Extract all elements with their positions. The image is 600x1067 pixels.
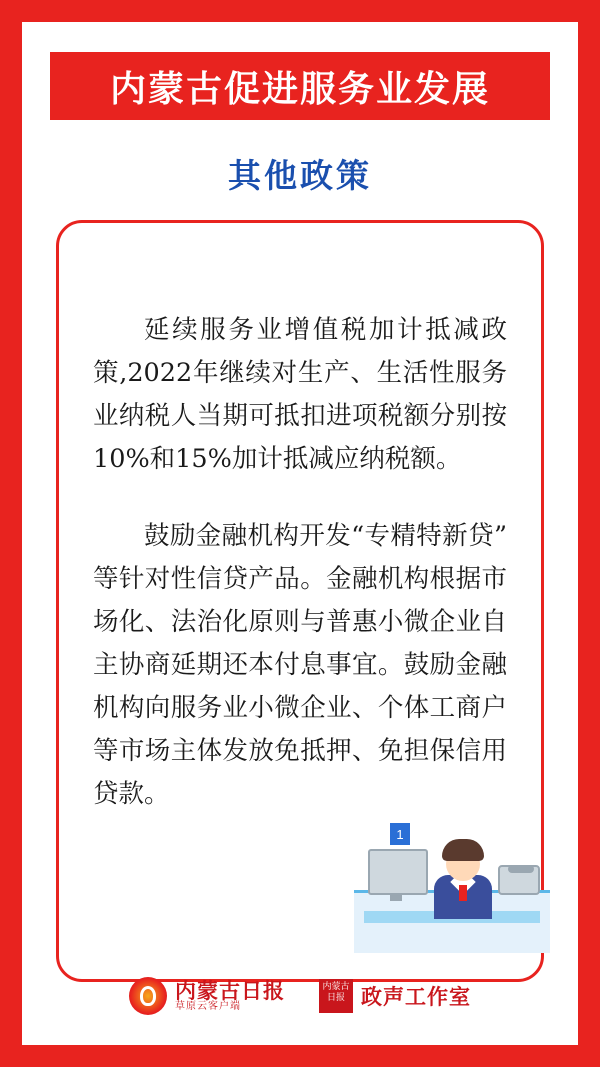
- section-subtitle: 其他政策: [228, 156, 372, 195]
- studio-name: 政声工作室: [361, 984, 471, 1009]
- page-title: 内蒙古促进服务业发展: [109, 67, 490, 110]
- footer-logos: [22, 967, 578, 1025]
- office-illustration: [354, 826, 550, 953]
- newspaper-logo: [129, 977, 285, 1015]
- policy-paragraph: 鼓励金融机构开发“专精特新贷”等针对性信贷产品。金融机构根据市场化、法治化原则与普惠小微企业自主协商延期还本付息事宜。鼓励金融机构向服务业小微企业、个体工商户等市场主体发放免抵押、免担保信用贷款。: [93, 521, 507, 809]
- studio-logo: [319, 979, 471, 1013]
- phone-handset-shape: [508, 865, 534, 873]
- person-hair-shape: [442, 839, 484, 861]
- header-banner: [50, 52, 550, 120]
- inner-mongolia-daily-icon: [129, 977, 167, 1015]
- poster-canvas: [22, 22, 578, 1045]
- newspaper-name: 内蒙古日报: [175, 977, 285, 1003]
- monitor-icon: [368, 849, 428, 895]
- policy-paragraph: 延续服务业增值税加计抵减政策,2022年继续对生产、生活性服务业纳税人当期可抵扣进项税额分别按10%和15%加计抵减应纳税额。: [93, 315, 507, 474]
- monitor-stand-shape: [390, 893, 402, 901]
- newspaper-logo-text: [175, 977, 285, 1013]
- person-tie-shape: [459, 885, 467, 901]
- newspaper-tagline: 草原云客户端: [175, 1000, 241, 1012]
- counter-badge: 1: [390, 823, 410, 845]
- stamp-icon: 内蒙古日报: [319, 979, 353, 1013]
